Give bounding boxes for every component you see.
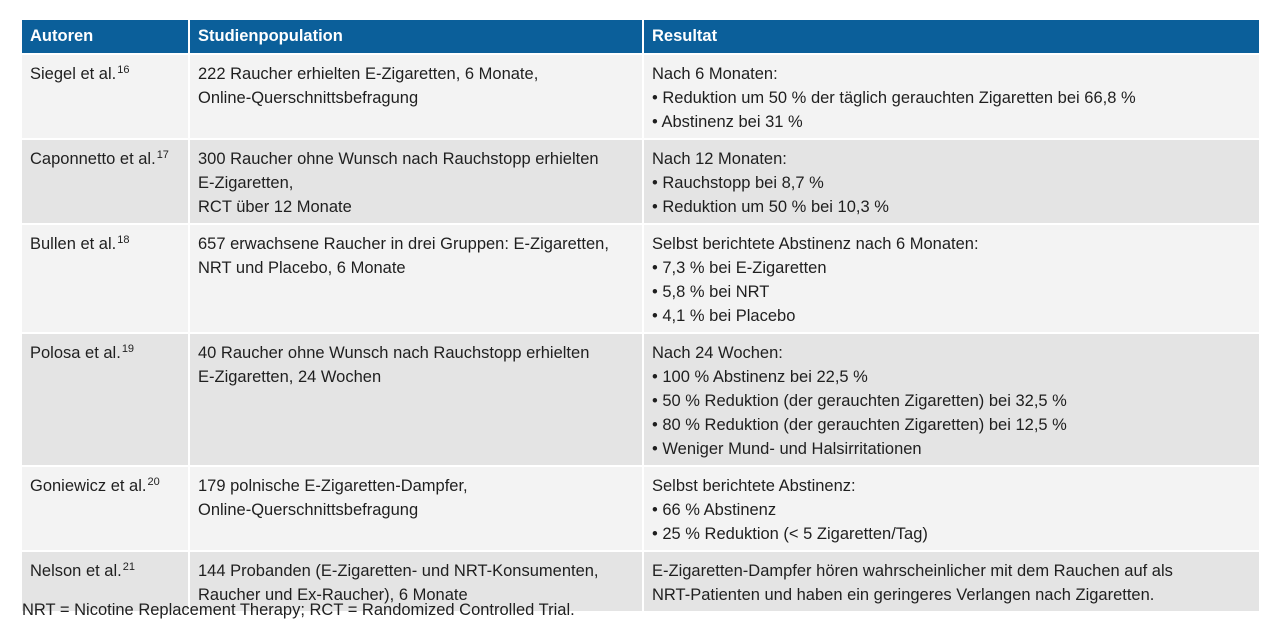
author-name: Bullen et al. [30,235,117,253]
population-line: E-Zigaretten, [198,174,294,192]
table-body [22,55,1259,613]
author-name: Caponnetto et al. [30,150,156,168]
population-line: 222 Raucher erhielten E-Zigaretten, 6 Monate, [198,65,539,83]
cell-result [644,552,1259,613]
reference-number: 19 [121,343,135,355]
result-line: NRT-Patienten und haben ein geringeres Verlangen nach Zigaretten. [652,586,1155,604]
cell-author [22,225,190,334]
cell-result [644,225,1259,334]
population-line: 300 Raucher ohne Wunsch nach Rauchstopp erhielten [198,150,599,168]
table-header [22,20,1259,55]
result-line: Nach 24 Wochen: [652,344,783,362]
result-line: • Reduktion um 50 % bei 10,3 % [652,198,889,216]
footnote: NRT = Nicotine Replacement Therapy; RCT = Randomized Controlled Trial. [22,601,575,619]
cell-result [644,140,1259,225]
cell-result [644,55,1259,140]
result-line: • 100 % Abstinenz bei 22,5 % [652,368,868,386]
cell-result [644,467,1259,552]
result-line: • Abstinenz bei 31 % [652,113,803,131]
table-row [22,225,1259,334]
result-line: • Reduktion um 50 % der täglich gerauchten Zigaretten bei 66,8 % [652,89,1136,107]
header-studienpopulation: Studienpopulation [190,20,644,55]
result-line: Selbst berichtete Abstinenz nach 6 Monaten: [652,235,979,253]
population-line: NRT und Placebo, 6 Monate [198,259,406,277]
result-line: • 4,1 % bei Placebo [652,307,796,325]
result-line: Nach 6 Monaten: [652,65,778,83]
population-line: RCT über 12 Monate [198,198,352,216]
population-line: Online-Querschnittsbefragung [198,89,419,107]
cell-author [22,467,190,552]
population-line: 657 erwachsene Raucher in drei Gruppen: E-Zigaretten, [198,235,609,253]
cell-result [644,334,1259,467]
population-line: 144 Probanden (E-Zigaretten- und NRT-Konsumenten, [198,562,599,580]
result-line: Selbst berichtete Abstinenz: [652,477,856,495]
table-row [22,55,1259,140]
cell-population [190,334,644,467]
result-line: • 5,8 % bei NRT [652,283,770,301]
cell-author [22,334,190,467]
cell-author [22,140,190,225]
cell-population [190,55,644,140]
result-line: • 80 % Reduktion (der gerauchten Zigaretten) bei 12,5 % [652,416,1067,434]
author-name: Goniewicz et al. [30,477,147,495]
author-name: Polosa et al. [30,344,121,362]
reference-number: 20 [147,476,160,488]
result-line: • 25 % Reduktion (< 5 Zigaretten/Tag) [652,525,928,543]
cell-population [190,140,644,225]
result-line: E-Zigaretten-Dampfer hören wahrscheinlicher mit dem Rauchen auf als [652,562,1173,580]
reference-number: 21 [122,561,135,573]
result-line: • 50 % Reduktion (der gerauchten Zigaretten) bei 32,5 % [652,392,1067,410]
result-line: Nach 12 Monaten: [652,150,787,168]
result-line: • 66 % Abstinenz [652,501,777,519]
population-line: Raucher und Ex-Raucher), 6 Monate [198,586,468,604]
cell-population [190,467,644,552]
reference-number: 16 [117,64,130,76]
table-row [22,334,1259,467]
author-name: Siegel et al. [30,65,117,83]
study-table [22,20,1259,613]
author-name: Nelson et al. [30,562,122,580]
reference-number: 17 [156,149,169,161]
reference-number: 18 [117,234,130,246]
cell-population [190,225,644,334]
table-row [22,467,1259,552]
cell-author [22,55,190,140]
result-line: • 7,3 % bei E-Zigaretten [652,259,827,277]
header-resultat: Resultat [644,20,1259,55]
population-line: E-Zigaretten, 24 Wochen [198,368,382,386]
population-line: Online-Querschnittsbefragung [198,501,419,519]
result-line: • Weniger Mund- und Halsirritationen [652,440,922,458]
result-line: • Rauchstopp bei 8,7 % [652,174,824,192]
header-autoren: Autoren [22,20,190,55]
population-line: 40 Raucher ohne Wunsch nach Rauchstopp erhielten [198,344,590,362]
population-line: 179 polnische E-Zigaretten-Dampfer, [198,477,468,495]
table-row [22,140,1259,225]
